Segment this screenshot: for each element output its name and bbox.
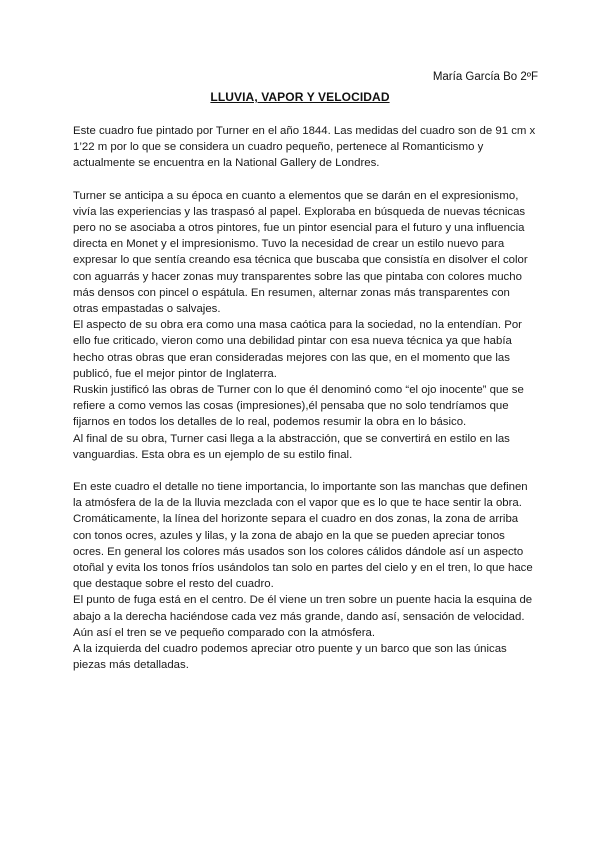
paragraph-ruskin: Ruskin justificó las obras de Turner con lo que él denominó como “el ojo inocente” que se refiere a como vemos las cosas (impresiones),él pensaba que no solo tendríamos que fijarnos en todos los detalles de lo real, podemos resumir la obra en lo básico. xyxy=(73,384,524,429)
author-line: María García Bo 2ºF xyxy=(432,71,538,83)
paragraph-vanishing-point: El punto de fuga está en el centro. De él viene un tren sobre un puente hacia la esquina de abajo a la derecha haciéndose cada vez más grande, dando así, sensación de velocidad. Aún así el tren se ve pequeño comparado con la atmósfera. xyxy=(73,594,533,639)
paragraph-detail: En este cuadro el detalle no tiene importancia, lo importante son las manchas que definen la atmósfera de la de la lluvia mezclada con el vapor que es lo que te hace sentir la obra. xyxy=(73,481,528,510)
paragraph-gap xyxy=(73,172,536,188)
paragraph-turner-anticipation: Turner se anticipa a su época en cuanto a elementos que se darán en el expresionismo, vivía las experiencias y las traspasó al papel. Exploraba en búsqueda de nuevas técnicas pero no se asociaba a otros pintores, fue un pintor esencial para el futuro y una influencia directa en Monet y el impresionismo. Tuvo la necesidad de crear un estilo nuevo para expresar lo que sentía creando esa técnica que buscaba que consistía en disolver el color con aguarrás y hacer zonas muy transparentes sobre las que pintaba con colores mucho más densos con pincel o espátula. En resumen, alternar zonas más transparentes con otras empastadas o salvajes. xyxy=(73,189,528,316)
document-body xyxy=(73,123,536,674)
document-title: LLUVIA, VAPOR Y VELOCIDAD xyxy=(210,90,390,104)
paragraph-abstraction: Al final de su obra, Turner casi llega a la abstracción, que se convertirá en estilo en las vanguardias. Esta obra es un ejemplo de su estilo final. xyxy=(73,432,510,461)
paragraph-intro: Este cuadro fue pintado por Turner en el año 1844. Las medidas del cuadro son de 91 cm x 1’22 m por lo que se considera un cuadro pequeño, pertenece al Romanticismo y actualmente se encuentra en la National Gallery de Londres. xyxy=(73,125,536,170)
paragraph-chaotic-aspect: El aspecto de su obra era como una masa caótica para la sociedad, no la entendían. Por ello fue criticado, vieron como una debilidad pintar con esa nueva técnica ya que había hecho otras obras que eran consideradas mejores con las que, en el momento que las publicó, fue el mejor pintor de Inglaterra. xyxy=(73,319,522,380)
paragraph-chromatic: Cromáticamente, la línea del horizonte separa el cuadro en dos zonas, la zona de arriba con tonos ocres, azules y lilas, y la zona de abajo en la que se pueden apreciar tonos ocres. En general los colores más usados son los colores cálidos dándole así un aspecto otoñal y evita los tonos fríos usándolos tan solo en partes del cielo y en el tren, lo que hace que destaque sobre el resto del cuadro. xyxy=(73,513,533,591)
paragraph-gap xyxy=(73,463,536,479)
paragraph-left-side: A la izquierda del cuadro podemos apreciar otro puente y un barco que son las únicas piezas más detalladas. xyxy=(73,643,507,672)
